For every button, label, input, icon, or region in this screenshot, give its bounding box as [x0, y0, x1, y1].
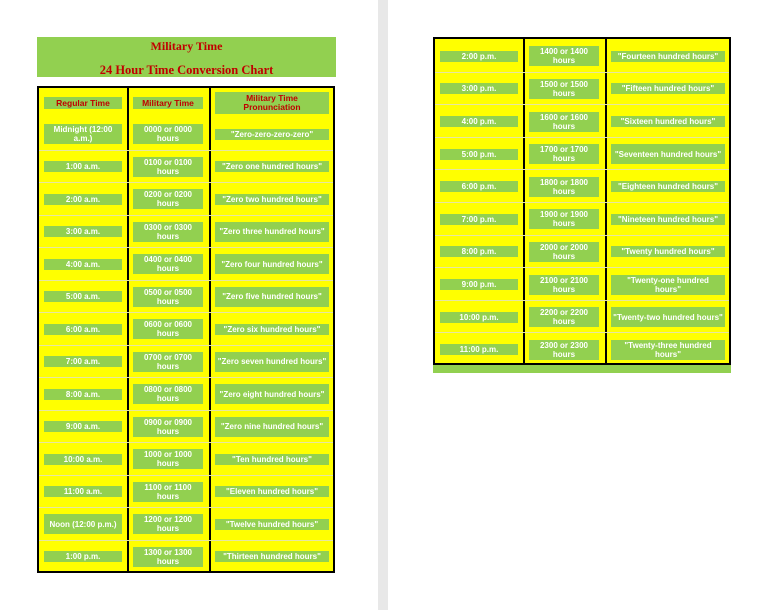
- column-divider: [523, 39, 525, 363]
- right-table: [433, 37, 731, 365]
- military-time-cell: 1800 or 1800 hours: [529, 177, 599, 197]
- regular-time-cell: 2:00 p.m.: [440, 51, 518, 62]
- regular-time-cell: 5:00 p.m.: [440, 149, 518, 160]
- regular-time-cell: Midnight (12:00 a.m.): [44, 124, 122, 144]
- bottom-strip: [433, 365, 731, 373]
- regular-time-cell: 7:00 a.m.: [44, 356, 122, 367]
- military-time-cell: 0800 or 0800 hours: [133, 384, 203, 404]
- pronunciation-cell: "Zero nine hundred hours": [215, 417, 329, 437]
- regular-time-cell: 2:00 a.m.: [44, 194, 122, 205]
- military-time-cell: 1400 or 1400 hours: [529, 46, 599, 66]
- regular-time-cell: 4:00 p.m.: [440, 116, 518, 127]
- military-time-cell: 0300 or 0300 hours: [133, 222, 203, 242]
- row-separator: [39, 540, 333, 541]
- military-time-cell: 0400 or 0400 hours: [133, 254, 203, 274]
- row-separator: [435, 300, 729, 301]
- page-right: [388, 0, 768, 610]
- row-separator: [39, 507, 333, 508]
- regular-time-cell: 8:00 a.m.: [44, 389, 122, 400]
- row-separator: [39, 247, 333, 248]
- military-time-cell: 0700 or 0700 hours: [133, 352, 203, 372]
- regular-time-cell: 10:00 a.m.: [44, 454, 122, 465]
- pronunciation-cell: "Zero four hundred hours": [215, 254, 329, 274]
- row-separator: [39, 475, 333, 476]
- regular-time-cell: 8:00 p.m.: [440, 246, 518, 257]
- row-separator: [39, 410, 333, 411]
- pronunciation-cell: "Nineteen hundred hours": [611, 214, 725, 225]
- regular-time-cell: 11:00 p.m.: [440, 344, 518, 355]
- regular-time-cell: 1:00 p.m.: [44, 551, 122, 562]
- row-separator: [39, 312, 333, 313]
- row-separator: [39, 215, 333, 216]
- military-time-cell: 0900 or 0900 hours: [133, 417, 203, 437]
- regular-time-cell: 4:00 a.m.: [44, 259, 122, 270]
- military-time-cell: 1700 or 1700 hours: [529, 144, 599, 164]
- military-time-cell: 0200 or 0200 hours: [133, 189, 203, 209]
- row-separator: [435, 202, 729, 203]
- pronunciation-cell: "Zero five hundred hours": [215, 287, 329, 307]
- military-time-cell: 1200 or 1200 hours: [133, 514, 203, 534]
- regular-time-cell: 5:00 a.m.: [44, 291, 122, 302]
- pronunciation-cell: "Eleven hundred hours": [215, 486, 329, 497]
- row-separator: [435, 169, 729, 170]
- row-separator: [435, 72, 729, 73]
- pronunciation-cell: "Eighteen hundred hours": [611, 181, 725, 192]
- pronunciation-cell: "Fifteen hundred hours": [611, 83, 725, 94]
- regular-time-cell: 6:00 p.m.: [440, 181, 518, 192]
- column-divider: [209, 88, 211, 571]
- regular-time-cell: 6:00 a.m.: [44, 324, 122, 335]
- pronunciation-cell: "Zero eight hundred hours": [215, 384, 329, 404]
- row-separator: [39, 182, 333, 183]
- header-regular-time: Regular Time: [44, 97, 122, 109]
- header-military-time: Military Time: [133, 97, 203, 109]
- regular-time-cell: 9:00 p.m.: [440, 279, 518, 290]
- military-time-cell: 2300 or 2300 hours: [529, 340, 599, 360]
- military-time-cell: 1600 or 1600 hours: [529, 112, 599, 132]
- military-time-cell: 0000 or 0000 hours: [133, 124, 203, 144]
- regular-time-cell: 7:00 p.m.: [440, 214, 518, 225]
- row-separator: [435, 104, 729, 105]
- row-separator: [435, 137, 729, 138]
- chart-title: Military Time: [150, 39, 223, 53]
- page-gutter: [378, 0, 388, 610]
- military-time-cell: 1100 or 1100 hours: [133, 482, 203, 502]
- military-time-cell: 0100 or 0100 hours: [133, 157, 203, 177]
- row-separator: [435, 332, 729, 333]
- pronunciation-cell: "Twenty-two hundred hours": [611, 307, 725, 327]
- regular-time-cell: 9:00 a.m.: [44, 421, 122, 432]
- pronunciation-cell: "Seventeen hundred hours": [611, 144, 725, 164]
- pronunciation-cell: "Zero one hundred hours": [215, 161, 329, 172]
- military-time-cell: 1300 or 1300 hours: [133, 547, 203, 567]
- row-separator: [39, 377, 333, 378]
- pronunciation-cell: "Thirteen hundred hours": [215, 551, 329, 562]
- military-time-cell: 0600 or 0600 hours: [133, 319, 203, 339]
- military-time-cell: 2000 or 2000 hours: [529, 242, 599, 262]
- pronunciation-cell: "Twelve hundred hours": [215, 519, 329, 530]
- pronunciation-cell: "Sixteen hundred hours": [611, 116, 725, 127]
- regular-time-cell: 3:00 a.m.: [44, 226, 122, 237]
- military-time-cell: 2100 or 2100 hours: [529, 275, 599, 295]
- row-separator: [39, 150, 333, 151]
- regular-time-cell: Noon (12:00 p.m.): [44, 514, 122, 534]
- pronunciation-cell: "Twenty hundred hours": [611, 246, 725, 257]
- column-divider: [605, 39, 607, 363]
- pronunciation-cell: "Zero six hundred hours": [215, 324, 329, 335]
- military-time-cell: 1900 or 1900 hours: [529, 209, 599, 229]
- row-separator: [39, 280, 333, 281]
- military-time-cell: 1500 or 1500 hours: [529, 79, 599, 99]
- regular-time-cell: 1:00 a.m.: [44, 161, 122, 172]
- title-banner: [37, 37, 336, 77]
- pronunciation-cell: "Zero-zero-zero-zero": [215, 129, 329, 140]
- left-table: [37, 86, 335, 573]
- regular-time-cell: 3:00 p.m.: [440, 83, 518, 94]
- page-left: [0, 0, 378, 610]
- column-divider: [127, 88, 129, 571]
- pronunciation-cell: "Zero two hundred hours": [215, 194, 329, 205]
- pronunciation-cell: "Zero three hundred hours": [215, 222, 329, 242]
- pronunciation-cell: "Zero seven hundred hours": [215, 352, 329, 372]
- military-time-cell: 1000 or 1000 hours: [133, 449, 203, 469]
- pronunciation-cell: "Twenty-three hundred hours": [611, 340, 725, 360]
- military-time-cell: 0500 or 0500 hours: [133, 287, 203, 307]
- regular-time-cell: 11:00 a.m.: [44, 486, 122, 497]
- header-pronunciation: Military Time Pronunciation: [215, 92, 329, 114]
- military-time-cell: 2200 or 2200 hours: [529, 307, 599, 327]
- regular-time-cell: 10:00 p.m.: [440, 312, 518, 323]
- row-separator: [435, 267, 729, 268]
- row-separator: [39, 345, 333, 346]
- pronunciation-cell: "Twenty-one hundred hours": [611, 275, 725, 295]
- row-separator: [435, 235, 729, 236]
- row-separator: [39, 442, 333, 443]
- pronunciation-cell: "Fourteen hundred hours": [611, 51, 725, 62]
- chart-subtitle: 24 Hour Time Conversion Chart: [99, 63, 274, 77]
- pronunciation-cell: "Ten hundred hours": [215, 454, 329, 465]
